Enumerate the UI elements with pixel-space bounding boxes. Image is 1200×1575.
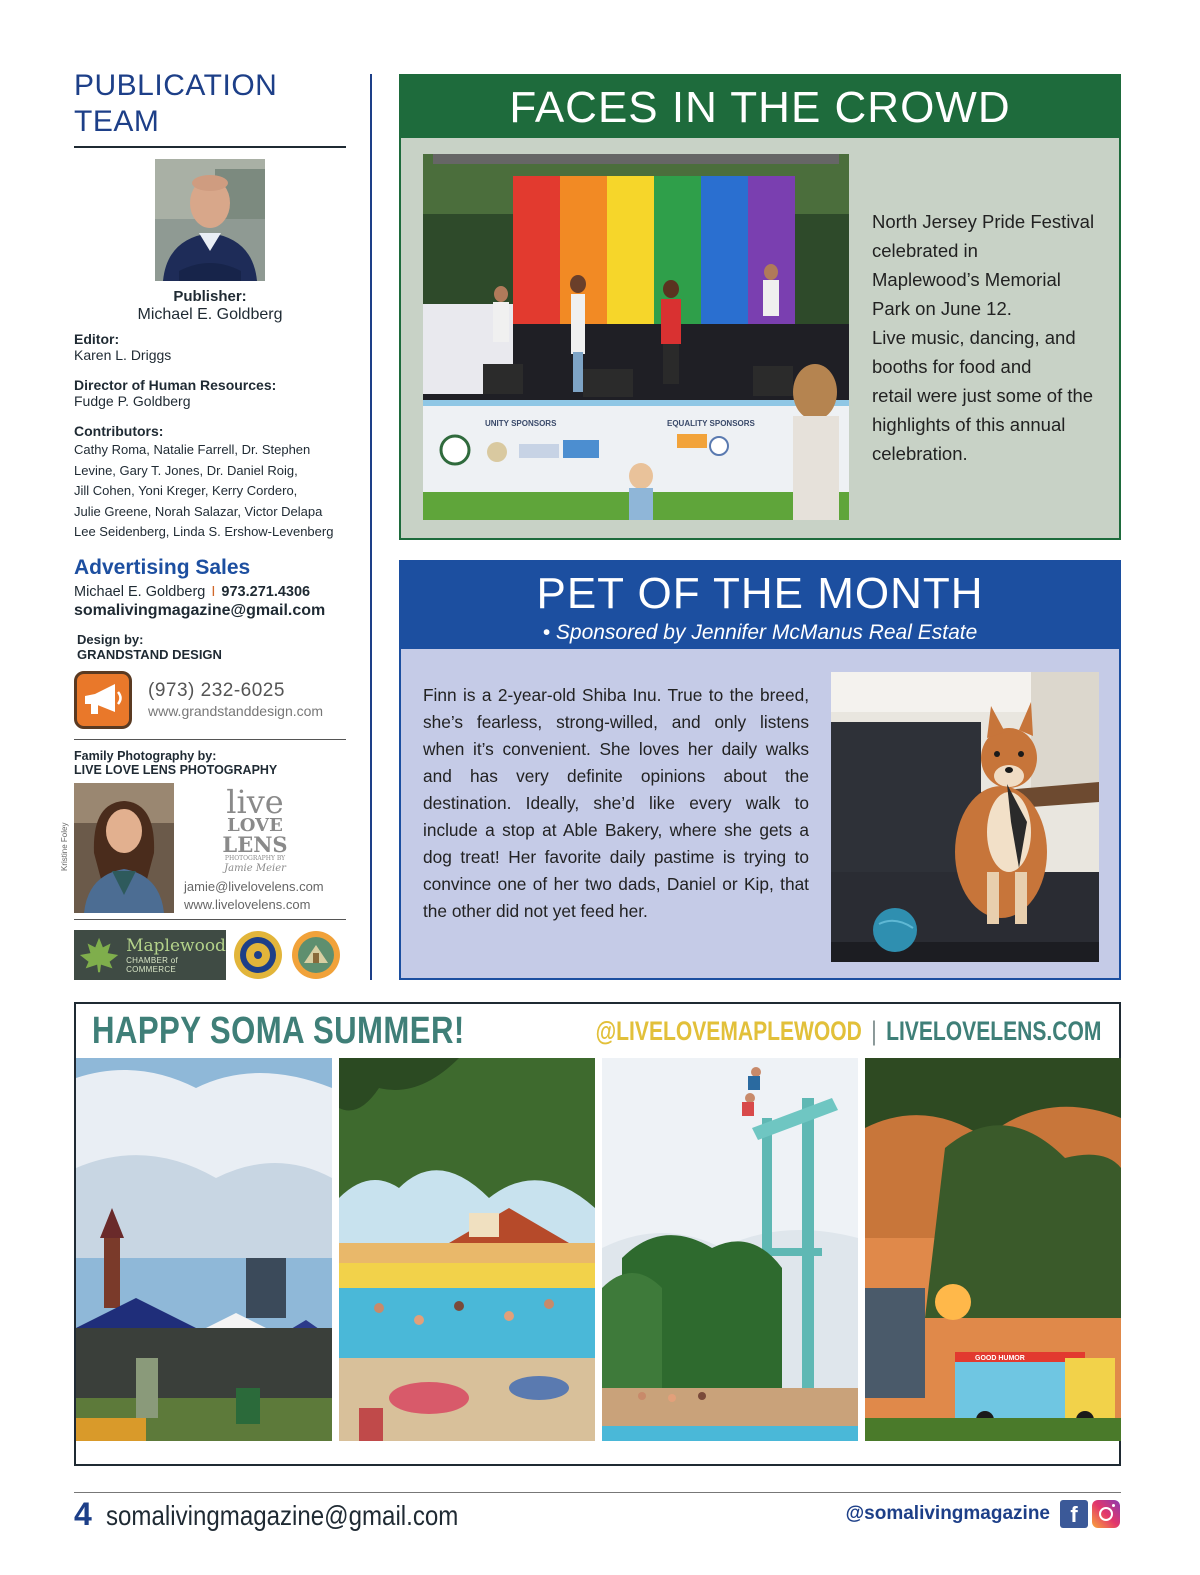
equality-sponsors-label: EQUALITY SPONSORS xyxy=(667,419,755,428)
design-company: GRANDSTAND DESIGN xyxy=(77,646,222,662)
summer-site[interactable]: LIVELOVELENS.COM xyxy=(885,1016,1101,1046)
design-website[interactable]: www.grandstanddesign.com xyxy=(148,703,324,720)
pet-sponsor: • Sponsored by Jennifer McManus Real Estate xyxy=(542,621,978,644)
caption-line: Maplewood’s Memorial xyxy=(872,269,1061,290)
hr-role: Director of Human Resources: xyxy=(74,377,277,393)
photography-label: Family Photography by: xyxy=(74,748,217,763)
caption-line: highlights of this annual xyxy=(872,414,1066,435)
hr-name: Fudge P. Goldberg xyxy=(74,393,191,409)
dog-photo xyxy=(831,672,1099,962)
caption-line: retail were just some of the xyxy=(872,385,1094,406)
heading-rule xyxy=(74,146,346,148)
town-seal-icon xyxy=(290,929,342,981)
logo-line: PHOTOGRAPHY BY xyxy=(224,854,286,862)
facebook-icon[interactable]: f xyxy=(1060,1500,1088,1528)
advertising-sales-heading: Advertising Sales xyxy=(74,555,251,579)
contributors-line: Cathy Roma, Natalie Farrell, Dr. Stephen xyxy=(74,442,311,457)
photographer-photo xyxy=(74,783,174,913)
advertising-name: Michael E. Goldberg xyxy=(74,583,206,600)
pet-heading: PET OF THE MONTH xyxy=(536,569,984,618)
summer-heading: HAPPY SOMA SUMMER! xyxy=(92,1010,465,1052)
faces-heading: FACES IN THE CROWD xyxy=(401,76,1119,138)
truck-sign: GOOD HUMOR xyxy=(975,1355,1025,1362)
logo-line: live xyxy=(226,782,284,821)
publisher-role: Publisher: xyxy=(173,288,247,305)
pet-header xyxy=(401,562,1119,649)
advertising-phone[interactable]: 973.271.4306 xyxy=(221,583,311,600)
summer-handle[interactable]: @LIVELOVEMAPLEWOOD xyxy=(595,1016,862,1046)
publisher-photo xyxy=(155,159,265,281)
caption-line: booths for food and xyxy=(872,356,1032,377)
design-label: Design by: xyxy=(77,631,144,647)
logo-line: LENS xyxy=(222,831,288,857)
summer-social xyxy=(595,1016,1101,1047)
contributors-line: Julie Greene, Norah Salazar, Victor Delapa xyxy=(74,503,323,519)
farmers-market-photo xyxy=(76,1058,332,1441)
publisher-name: Michael E. Goldberg xyxy=(137,306,283,323)
pet-description: Finn is a 2-year-old Shiba Inu. True to the breed, she’s fearless, strong-willed, and only listens when it’s convenient. She loves her daily walks and has very definite opinions about the destination. Ideally, she’d like every walk to include a stop at Able Bakery, where she gets a dog treat! Her favorite daily pastime is trying to convince one of her two dads, Daniel or Kip, that the other did not yet feed her. xyxy=(423,685,809,921)
pet-of-the-month-section xyxy=(399,560,1121,980)
footer-rule xyxy=(74,1492,1121,1493)
maple-leaf-icon xyxy=(78,935,120,975)
photography-website[interactable]: www.livelovelens.com xyxy=(184,896,311,912)
advertising-separator: I xyxy=(211,583,216,600)
ice-cream-truck-photo xyxy=(865,1058,1121,1441)
caption-line: celebrated in xyxy=(872,240,978,261)
caption-line: celebration. xyxy=(872,443,968,464)
divider xyxy=(74,739,346,740)
happy-soma-summer-section xyxy=(74,1002,1121,1466)
caption-line: Live music, dancing, and xyxy=(872,327,1076,348)
faces-caption xyxy=(872,207,1108,468)
design-phone[interactable]: (973) 232-6025 xyxy=(148,680,285,702)
live-love-lens-logo xyxy=(222,782,288,875)
contributors-list xyxy=(74,440,346,543)
unity-sponsors-label: UNITY SPONSORS xyxy=(485,419,557,428)
faces-in-the-crowd-section xyxy=(399,74,1121,540)
divider xyxy=(74,919,346,920)
editor-name: Karen L. Driggs xyxy=(74,347,172,363)
footer-social-handle[interactable]: @somalivingmagazine xyxy=(845,1503,1050,1524)
contributors-line: Levine, Gary T. Jones, Dr. Daniel Roig, xyxy=(74,462,298,478)
community-pool-photo xyxy=(339,1058,595,1441)
chamber-name: Maplewood xyxy=(126,935,226,956)
photo-credit: Kristine Foley xyxy=(60,822,69,871)
summer-divider: | xyxy=(870,1016,877,1046)
editor-role: Editor: xyxy=(74,331,120,347)
contributors-role: Contributors: xyxy=(74,423,164,439)
caption-line: Park on June 12. xyxy=(872,298,1012,319)
photography-company: LIVE LOVE LENS PHOTOGRAPHY xyxy=(74,762,278,777)
rotary-logo-icon xyxy=(232,929,284,981)
contributors-line: Jill Cohen, Yoni Kreger, Kerry Cordero, xyxy=(74,483,298,499)
megaphone-icon xyxy=(74,671,132,729)
advertising-email[interactable]: somalivingmagazine@gmail.com xyxy=(74,601,326,619)
contributors-line: Lee Seidenberg, Linda S. Ershow-Levenberg xyxy=(74,524,334,540)
caption-line: North Jersey Pride Festival xyxy=(872,211,1095,232)
advertising-contact xyxy=(74,584,346,600)
logo-line: LOVE xyxy=(227,814,283,836)
diving-board-photo xyxy=(602,1058,858,1441)
page-number: 4 xyxy=(74,1496,92,1532)
column-divider xyxy=(370,74,372,980)
maplewood-chamber-logo xyxy=(74,930,226,980)
pride-festival-photo xyxy=(423,154,849,520)
chamber-subtitle: CHAMBER of COMMERCE xyxy=(126,955,179,974)
photography-email[interactable]: jamie@livelovelens.com xyxy=(184,878,324,894)
publication-team-heading: PUBLICATION TEAM xyxy=(74,69,278,138)
logo-line: Jamie Meier xyxy=(224,862,286,874)
instagram-icon[interactable] xyxy=(1092,1500,1120,1528)
publication-team-column xyxy=(60,68,346,981)
footer-email[interactable]: somalivingmagazine@gmail.com xyxy=(106,1500,459,1531)
